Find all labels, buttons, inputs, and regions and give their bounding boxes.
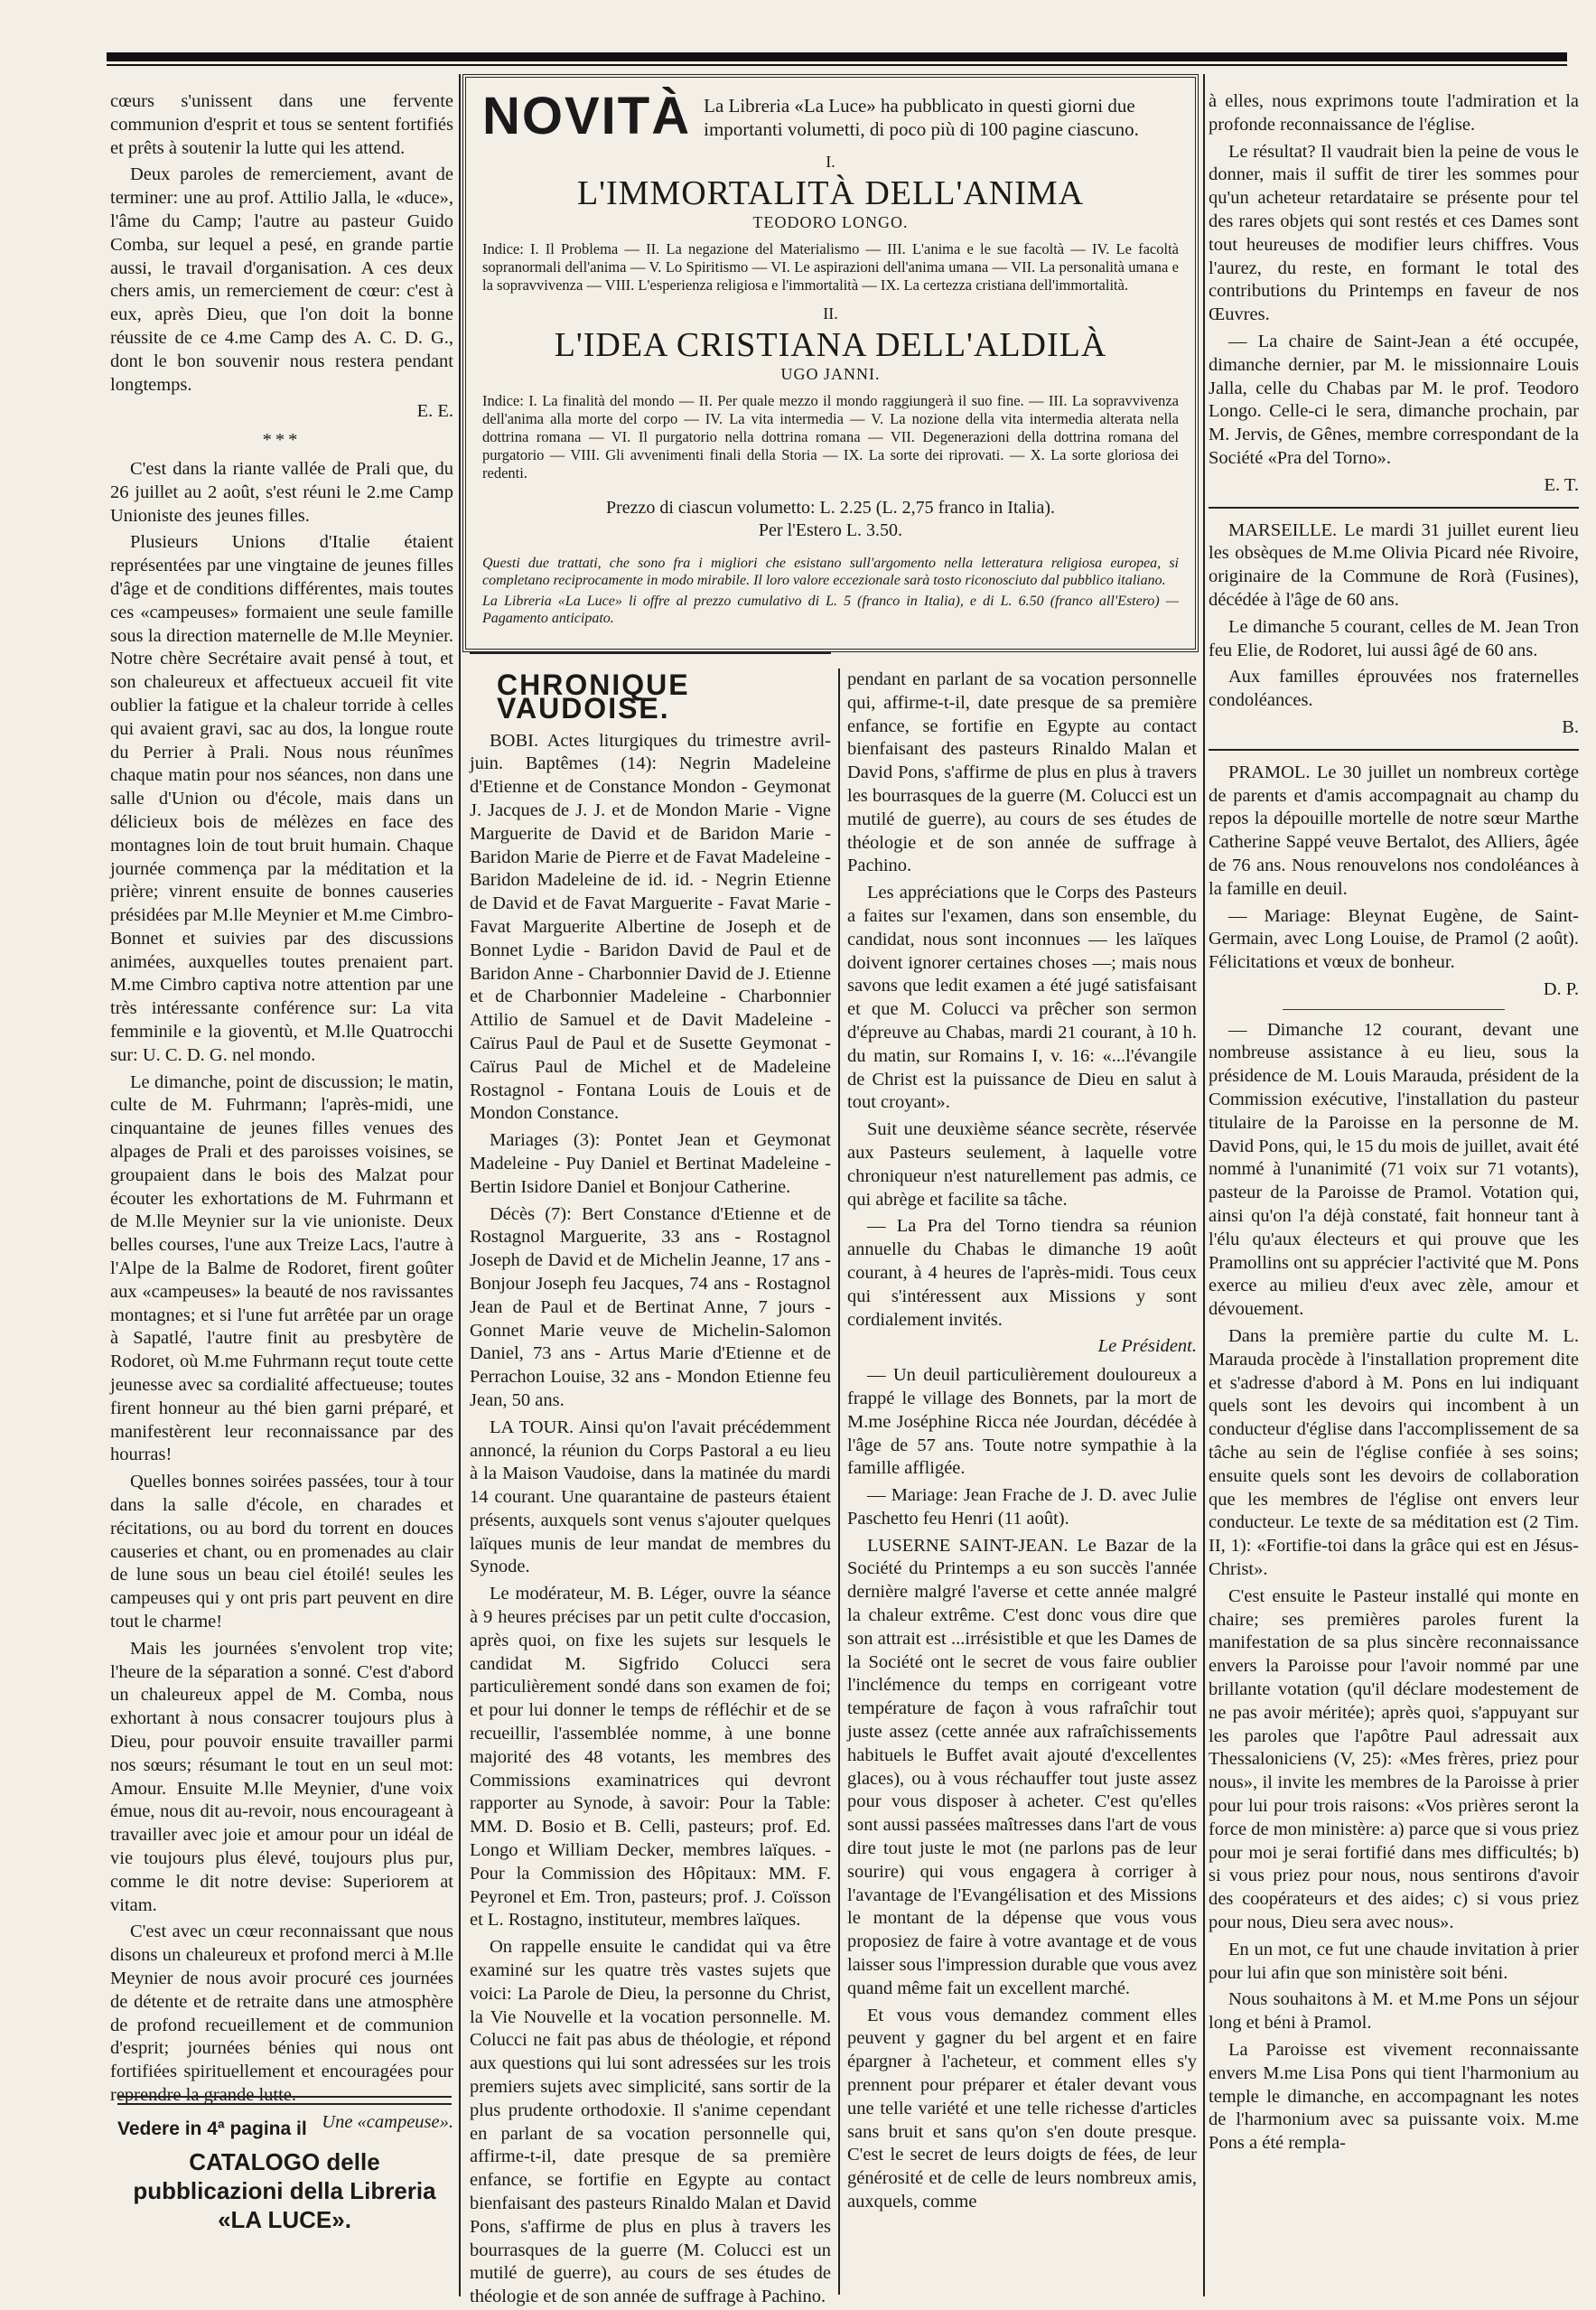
column-divider <box>459 74 461 2296</box>
paragraph: Les appréciations que le Corps des Pasteurs a faites sur l'examen, dans son ensemble, du candidat, nous sont inconnues — les laïques doivent ignorer certaines choses —; mais nous savons que ledit examen a été jugé satisfaisant et que M. Colucci va prêcher son sermon d'épreuve au Chabas, mardi 21 courant, à 10 h. du matin, sur Romains I, v. 16: «...l'évangile de Christ est la puissance de Dieu en salut à tout croyant». <box>847 883 1197 1113</box>
paragraph: pendant en parlant de sa vocation personnelle qui, affirme-t-il, date presque de sa première enfance, se fortifie en Egypte au contact bienfaisant des pasteurs Rinaldo Malan et David Pons, s'affirme de plus en plus à travers les bourrasques de la guerre (M. Colucci est un mutilé de guerre), au cours de ses études de théologie et de son année de suffrage à Pachino. <box>847 669 1197 876</box>
paragraph: Quelles bonnes soirées passées, tour à tour dans la salle d'école, en charades et récitations, ou au bord du torrent en douces causeries et chant, ou en promenades au clair de lune sous un beau ciel étoilé! seules les campeuses qui y ont pris part peuvent en dire tout le charme! <box>110 1472 453 1632</box>
paragraph: MARSEILLE. Le mardi 31 juillet eurent lieu les obsèques de M.me Olivia Picard née Rivoire, originaire de la Commune de Rorà (Fusines), décédée à l'âge de 60 ans. <box>1209 519 1579 610</box>
signature: E. E. <box>416 401 453 422</box>
catalog-title: CATALOGO delle pubblicazioni della Libreria «LA LUCE». <box>133 2148 436 2233</box>
paragraph: La Paroisse est vivement reconnaissante envers M.me Lisa Pons qui tient l'harmonium au temple le dimanche, en accompagnant les notes de l'harmonium avec sa puissante voix. M.me Pons a été rempla- <box>1209 2039 1579 2154</box>
novita-advertisement <box>462 74 1199 652</box>
section-rule <box>1283 1009 1505 1010</box>
paragraph: Aux familles éprouvées nos fraternelles condoléances. <box>1209 667 1579 711</box>
signature: D. P. <box>1543 978 1579 999</box>
paragraph: — Mariage: Jean Frache de J. D. avec Julie Paschetto feu Henri (11 août). <box>847 1485 1197 1529</box>
catalog-rule <box>117 2096 452 2105</box>
top-rule-thin <box>107 64 1567 66</box>
paragraph: Le dimanche, point de discussion; le matin, culte de M. Fuhrmann; l'après-midi, une cinquantaine de jeunes filles venues des alpages de Prali et des paroisses voisines, se groupaient dans le bois des Malzat pour écouter les exhortations de M. Fuhrmann et de M.lle Meynier sur la vie unioniste. Deux belles courses, l'une aux Treize Lacs, l'autre à l'Alpe de la Balme de Rodoret, firent goûter aux «campeuses» la beauté de nos ravissantes montagnes; et si l'une fut arrêtée par un orage à Sapatlé, l'autre finit au presbytère de Rodoret, où M.me Fuhrmann reçut toute cette jeunesse avec sa cordialité affectueuse; toutes firent honneur au thé bien garni préparé, et manifestèrent leur reconnaissance par des hourras! <box>110 1071 453 1465</box>
column-divider <box>838 669 840 2295</box>
paragraph: BOBI. Actes liturgiques du trimestre avril-juin. Baptêmes (14): Negrin Madeleine d'Etienne et de Constance Mondon - Geymonat J. Jacques de J. J. et de Mondon Marie - Vigne Marguerite de David et de Baridon Marie - Baridon Marie de Pierre et de Favat Madeleine - Baridon Madeleine de id. id. - Negrin Etienne de David et de Favat Marguerite - Favat Marie - Favat Marguerite Albertine de Joseph et de Bonnet Lydie - Baridon David de Paul et de Baridon Anne - Charbonnier David de J. Etienne et de Charbonnier Madeleine - Charbonnier Attilio de Samuel et de Davit Madeleine - Caïrus Paul de Paul et de Susette Geymonat - Caïrus Paul de Michel et de Madeleine Rostagnol - Fontana Louis de Louis et de Mondon Constance. <box>470 730 831 1124</box>
book-number: I. <box>826 153 835 171</box>
chronique-rule <box>470 652 831 658</box>
paragraph: Mariages (3): Pontet Jean et Geymonat Madeleine - Puy Daniel et Bertinat Madeleine - Bertin Isidore Daniel et Bonjour Catherine. <box>470 1130 831 1197</box>
signature: Le Président. <box>1097 1336 1197 1357</box>
paragraph: Le résultat? Il vaudrait bien la peine de vous le donner, mais il suffit de tirer les sommes pour qu'un acheteur retardataire se présente pour tel des rares objets qui sont restés et ces Dames sont tout heureuses de modifier leurs chiffres. Vous l'aurez, du reste, en formant le total des contributions du Printemps en faveur de nos Œuvres. <box>1209 141 1579 325</box>
section-rule <box>1209 507 1579 509</box>
price-line: Prezzo di ciascun volumetto: L. 2.25 (L. 2,75 franco in Italia). <box>605 498 1056 518</box>
catalog-notice <box>117 2118 452 2234</box>
book-title: L'IDEA CRISTIANA DELL'ALDILÀ <box>554 326 1107 364</box>
paragraph: Décès (7): Bert Constance d'Etienne et de Rostagnol Marguerite, 33 ans - Rostagnol Joseph de David et de Michelin Jeanne, 17 ans - Bonjour Joseph feu Jacques, 74 ans - Rostagnol Jean de Paul et de Bertinat Anne, 7 jours - Gonnet Marie veuve de Michelin-Salomon Daniel, 73 ans - Artus Marie d'Etienne et de Perrachon Louise, 32 ans - Mondon Etienne feu Jean, 50 ans. <box>470 1203 831 1410</box>
advert-note: Questi due trattati, che sono fra i migliori che esistano sull'argomento nella letteratura religiosa europea, si completano reciprocamente in modo mirabile. Il loro valore eccezionale sarà tosto riconosciuto dal pubblico italiano. <box>482 556 1179 588</box>
paragraph: — Un deuil particulièrement douloureux a frappé le village des Bonnets, par la mort de M.me Joséphine Ricca née Jourdan, décédée à l'âge de 57 ans. Toute notre sympathie à la famille affligée. <box>847 1365 1197 1479</box>
paragraph: Suit une deuxième séance secrète, réservée aux Pasteurs seulement, à laquelle votre chroniqueur n'est naturellement pas admis, ce qui abrège et facilite sa tâche. <box>847 1119 1197 1210</box>
paragraph: LA TOUR. Ainsi qu'on l'avait précédemment annoncé, la réunion du Corps Pastoral a eu lieu à la Maison Vaudoise, dans la matinée du mardi 14 courant. Une quarantaine de pasteurs étaient présents, auxquels sont venus s'ajouter quelques laïques munis de leur mandat de membres du Synode. <box>470 1417 831 1577</box>
column-1 <box>110 90 453 2286</box>
top-rule <box>107 52 1567 61</box>
book-author: TEODORO LONGO. <box>752 213 909 231</box>
paragraph: — Dimanche 12 courant, devant une nombreuse assistance à eu lieu, sous la présidence de M. Louis Marauda, président de la Commission exécutive, l'installation du pasteur titulaire de la Paroisse en la personne de M. David Pons, qui, le 15 du mois de juillet, avait été nommé à l'unanimité (71 voix sur 71 votants), pasteur de la Paroisse de Pramol. Votation qui, ainsi qu'on l'a déjà constaté, fait honneur tant à l'élu qu'aux électeurs et qui prouve que les Pramollins ont su apprécier l'activité que M. Pons exerce au milieu d'eux avec zèle, amour et dévouement. <box>1209 1019 1579 1320</box>
paragraph: C'est dans la riante vallée de Prali que, du 26 juillet au 2 août, s'est réuni le 2.me Camp Unioniste des jeunes filles. <box>110 458 453 526</box>
book-index: Indice: I. La finalità del mondo — II. Per quale mezzo il mondo raggiungerà il suo fine. — III. La sopravvivenza dell'anima alla morte del corpo — IV. La vita intermedia — V. La nozione della vita intermedia alterata nella dottrina romana — VI. Il purgatorio nella dottrina romana — VII. Degenerazioni della dottrina romana del purgatorio — VIII. Gli avvenimenti finali della Storia — IX. La sorte dei riprovati. — X. La sorte gloriosa dei redenti. <box>482 392 1179 482</box>
signature: E. T. <box>1544 474 1579 495</box>
paragraph: C'est avec un cœur reconnaissant que nous disons un chaleureux et profond merci à M.lle Meynier de nous avoir procuré ces journées de détente et de retraite dans une atmosphère de profond recueillement et de communion d'esprit; journées bénies qui nous ont fortifiées spirituellement et encouragées pour reprendre la grande lutte. <box>110 1922 453 2105</box>
paragraph: cœurs s'unissent dans une fervente communion d'esprit et tous se sentent fortifiés et prêts à soutenir la lutte qui les attend. <box>110 91 453 158</box>
paragraph: Plusieurs Unions d'Italie étaient représentées par une vingtaine de jeunes filles d'âge et de conditions différentes, mais toutes ces «campeuses» formaient une seule famille sous la direction maternelle de M.lle Meynier. Notre chère Secrétaire avait pensé à tout, et son chaleureux et affectueux accueil fit vite oublier la fatigue et la chaleur torride à celles qui avaient gravi, sac au dos, la longue route du Perrier à Prali. Nous nous réunîmes chaque matin pour nos séances, non dans une salle d'Union ou d'école, mais dans un délicieux bois de mélèzes en face des montagnes loin de tout bruit humain. Chaque journée commença par la méditation et la prière; vinrent ensuite de bonnes causeries présidées par M.lle Meynier et M.me Cimbro-Bonnet et suivies par des discussions animées, auxquelles toutes prenaient part. M.me Cimbro captiva notre attention par une très intéressante conférence sur: La vita femminile e la gioventù, et M.lle Quatrocchi sur: U. C. D. G. nel mondo. <box>110 532 453 1065</box>
column-divider <box>1203 74 1205 2296</box>
paragraph: LUSERNE SAINT-JEAN. Le Bazar de la Société du Printemps a eu son succès l'année dernière malgré l'averse et cette année malgré la chaleur extrême. C'est donc vous dire que son attrait est ...irrésistible et que les Dames de la Société ont le secret de vous faire oublier l'inclémence du temps en corrigeant votre température de façon à vous rafraîchir tout juste assez (cette année aux rafraîchissements habituels le Buffet avait ajouté d'excellentes glaces), ou à vous réchauffer tout juste assez pour vous disposer à acheter. C'est qu'elles sont aussi passées maîtresses dans l'art de vous dire tout juste le mot (ne parlons pas de leur sourire) qui vous engagera à corriger à l'avantage de l'Evangélisation et des Missions le montant de la dépense que vous vous proposiez de faire à votre avantage et de vous laisser sous l'impression durable que vous avez quand même fait un excellent marché. <box>847 1535 1197 1998</box>
paragraph: PRAMOL. Le 30 juillet un nombreux cortège de parents et d'amis accompagnait au champ du repos la dépouille mortelle de notre sœur Marthe Catherine Sappé veuve Bertalot, des Alliers, âgée de 76 ans. Nous renouvelons nos condoléances à la famille en deuil. <box>1209 762 1579 899</box>
book-title: L'IMMORTALITÀ DELL'ANIMA <box>576 174 1085 212</box>
novita-intro: La Libreria «La Luce» ha pubblicato in questi giorni due importanti volumetti, di poco più di 100 pagine ciascuno. <box>704 95 1139 140</box>
signature: B. <box>1562 716 1579 737</box>
book-author: UGO JANNI. <box>780 365 881 383</box>
paragraph: Le modérateur, M. B. Léger, ouvre la séance à 9 heures précises par un petit culte d'occasion, après quoi, on fixe les sujets sur lesquels le candidat M. Sigfrido Colucci sera particulièrement sondé dans son examen de foi; et pour lui donner le temps de réfléchir et de se recueillir, l'assemblée nomme, à une bonne majorité des 48 votants, les membres des Commissions examinatrices qui devront rapporter au Synode, à savoir: Pour la Table: MM. D. Bosio et B. Celli, pasteurs; prof. Ed. Longo et William Decker, membres laïques. - Pour la Commission des Hôpitaux: MM. F. Peyronel et Em. Tron, pasteurs; prof. J. Coïsson et L. Rostagno, instituteur, membres laïques. <box>470 1584 831 1931</box>
price-line-abroad: Per l'Estero L. 3.50. <box>758 520 903 540</box>
paragraph: Nous souhaitons à M. et M.me Pons un séjour long et béni à Pramol. <box>1209 1989 1579 2034</box>
paragraph: Deux paroles de remerciement, avant de terminer: une au prof. Attilio Jalla, le «duce», l'âme du Camp; l'autre au pasteur Guido Comba, sur lequel a pesé, en grande partie aussi, le travail d'organisation. A ces deux chers amis, un remerciement de cœur: c'est à eux, après Dieu, que l'on doit la bonne réussite de ce 4.me Camp des A. C. D. G., dont le bon souvenir nous restera pendant longtemps. <box>110 164 453 395</box>
section-separator: *** <box>262 430 302 451</box>
advert-offer: La Libreria «La Luce» li offre al prezzo cumulativo di L. 5 (franco in Italia), e di L. 6.50 (franco all'Estero) — Pagamento anticipato. <box>482 594 1179 626</box>
book-number: II. <box>823 304 838 323</box>
column-4 <box>1209 90 1579 2286</box>
column-2 <box>470 669 831 2307</box>
signature: Une «campeuse». <box>322 2111 453 2132</box>
paragraph: Et vous vous demandez comment elles peuvent y gagner du bel argent et en faire épargner à l'acheteur, et comment elles s'y prennent pour préparer et étaler devant vous une telle variété et une telle richesse d'articles sans bruit et sans qu'on s'en doute presque. C'est le secret de leurs doigts de fées, de leur générosité et de celle de leurs nombreux amis, auxquels, comme <box>847 2005 1197 2212</box>
book-index: Indice: I. Il Problema — II. La negazione del Materialismo — III. L'anima e le sue facoltà — IV. Le facoltà sopranormali dell'anima — V. Lo Spiritismo — VI. Le aspirazioni dell'anima umana — VII. La personalità umana e la sopravvivenza — VIII. L'esperienza religiosa e l'immortalità — IX. La certezza cristiana dell'immortalità. <box>482 240 1179 294</box>
section-rule <box>1209 749 1579 751</box>
paragraph: à elles, nous exprimons toute l'admiration et la profonde reconnaissance de l'église. <box>1209 91 1579 135</box>
column-3 <box>847 669 1197 2295</box>
paragraph: Le dimanche 5 courant, celles de M. Jean Tron feu Elie, de Rodoret, lui aussi âgé de 60 ans. <box>1209 616 1579 660</box>
paragraph: — La chaire de Saint-Jean a été occupée, dimanche dernier, par M. le missionnaire Louis Jalla, celle du Chabas par M. le prof. Teodoro Longo. Celle-ci le sera, dimanche prochain, par M. Jervis, de Gênes, membre correspondant de la Société «Pra del Torno». <box>1209 331 1579 468</box>
paragraph: — La Pra del Torno tiendra sa réunion annuelle du Chabas le dimanche 19 août courant, à 4 heures de l'après-midi. Tous ceux qui s'intéressent aux Missions y sont cordialement invités. <box>847 1216 1197 1330</box>
paragraph: Mais les journées s'envolent trop vite; l'heure de la séparation a sonné. C'est d'abord un chaleureux appel de M. Comba, nous exhortant à nous consacrer toujours plus à Dieu, pour pouvoir ensuite travailler parmi nos sœurs; résumant le tout en un seul mot: Amour. Ensuite M.lle Meynier, d'une voix émue, nous dit au-revoir, nous encourageant à travailler avec joie et amour pour un idéal de vie toujours plus élevé, toujours plus pur, comme le dit notre devise: Superiorem at vitam. <box>110 1638 453 1915</box>
catalog-intro: Vedere in 4ª pagina il <box>117 2118 307 2139</box>
paragraph: En un mot, ce fut une chaude invitation à prier pour lui afin que son ministère soit béni. <box>1209 1939 1579 1983</box>
paragraph: C'est ensuite le Pasteur installé qui monte en chaire; ses premières paroles furent la manifestation de sa plus sincère reconnaissance envers la Paroisse pour l'avoir nommé par une brillante votation (qu'il déclare modestement de ne pas avoir méritée); après quoi, s'appuyant sur les paroles que l'apôtre Paul adressait aux Thessaloniciens (V, 25): «Mes frères, priez pour nous», il invite les membres de la Paroisse à prier pour lui pour trois raisons: «Vos prières seront la force de mon ministère: a) parce que si vous priez pour moi je serai fortifié dans mes difficultés; b) si vous priez pour nous, nous sentirons d'avoir des coopérateurs et des aides; c) si vous priez pour nous, Dieu sera avec nous». <box>1209 1585 1579 1932</box>
novita-heading: NOVITÀ <box>482 87 692 145</box>
paragraph: Dans la première partie du culte M. L. Marauda procède à l'installation proprement dite et s'adresse d'abord à M. Pons en lui indiquant quels sont les devoirs qui incombent à un conducteur d'église dans l'accomplissement de sa tâche au sein de l'église confiée à ses soins; ensuite quels sont les devoirs de collaboration que les membres de l'église ont envers leur conducteur. Le texte de sa méditation est (2 Tim. II, 1): «Fortifie-toi dans la grâce qui est en Jésus-Christ». <box>1209 1326 1579 1580</box>
paragraph: — Mariage: Bleynat Eugène, de Saint-Germain, avec Long Louise, de Pramol (2 août). Félicitations et vœux de bonheur. <box>1209 905 1579 973</box>
section-heading: CHRONIQUE VAUDOISE. <box>497 669 690 725</box>
paragraph: On rappelle ensuite le candidat qui va être examiné sur les quatre très vastes sujets que voici: La Parole de Dieu, la personne du Christ, la Vie Nouvelle et la vocation personnelle. M. Colucci ne fait pas abus de théologie, et répond aux questions qui lui sont adressées sur les trois premiers sujets avec simplicité, sans sortir de la plus prudente orthodoxie. Il s'anime cependant en parlant de sa vocation personnelle qui, affirme-t-il, date presque de sa première enfance, se fortifie en Egypte au contact bienfaisant des pasteurs Rinaldo Malan et David Pons, s'affirme de plus en plus à travers les bourrasques de la guerre (M. Colucci est un mutilé de guerre), au cours de ses études de théologie et de son année de suffrage à Pachino. <box>470 1937 831 2307</box>
